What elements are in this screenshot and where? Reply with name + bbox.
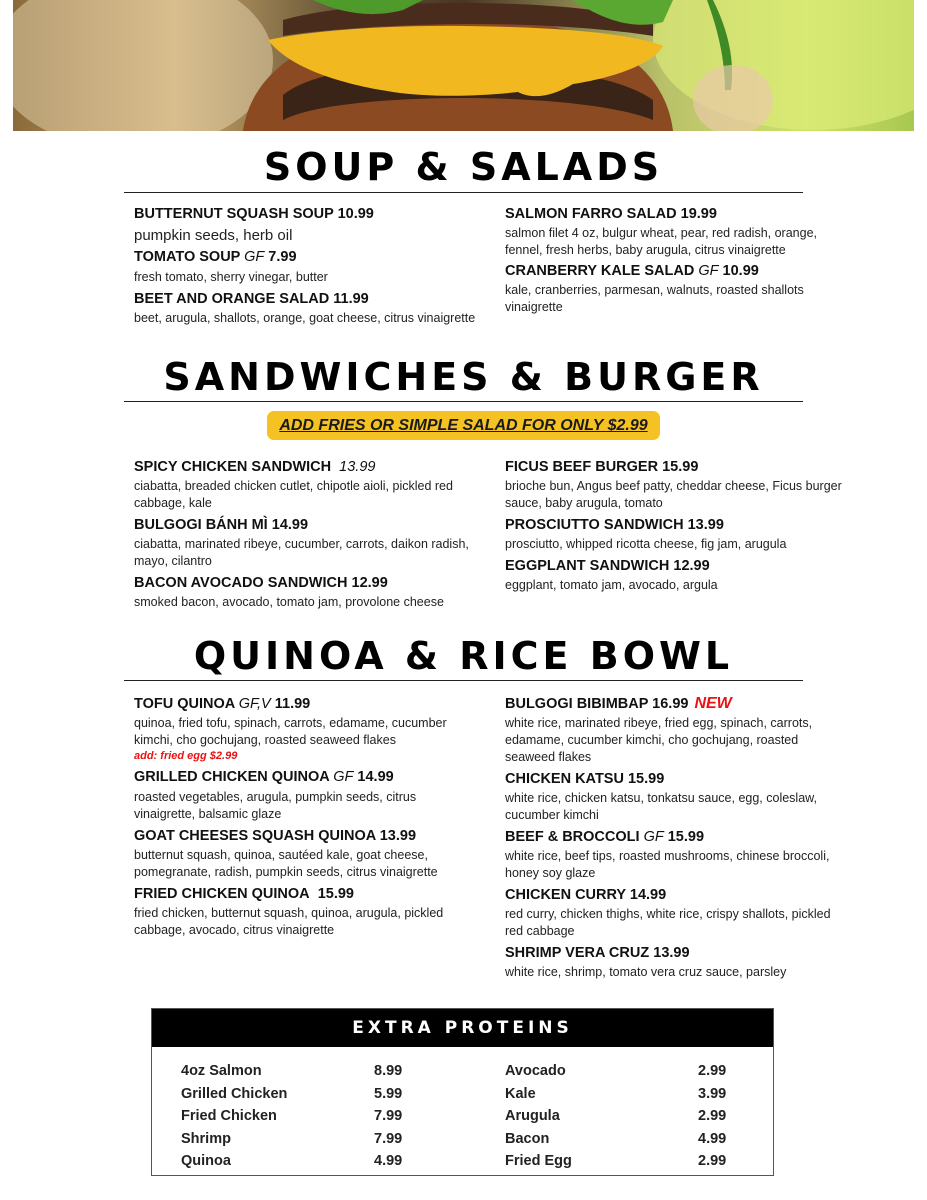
item-description: roasted vegetables, arugula, pumpkin seeds, citrus vinaigrette, balsamic glaze [134,790,417,821]
item-name: GOAT CHEESES SQUASH QUINOA [134,828,376,844]
item-price: 13.99 [687,517,724,533]
menu-item [505,770,850,824]
protein-price: 4.99 [374,1153,403,1170]
item-price: 13.99 [339,459,376,475]
burger-photo-icon [13,0,914,131]
item-price: 10.99 [722,263,759,279]
protein-row [181,1108,421,1131]
item-dietary-tag: GF [643,829,664,845]
item-description: ciabatta, breaded chicken cutlet, chipotle aioli, pickled red cabbage, kale [134,479,453,510]
item-price: 14.99 [271,517,309,533]
item-description: fried chicken, butternut squash, quinoa, arugula, pickled cabbage, avocado, citrus vinaigrette [134,906,444,937]
item-name: GRILLED CHICKEN QUINOA [134,769,330,785]
item-description: red curry, chicken thighs, white rice, crispy shallots, pickled red cabbage [505,907,831,938]
protein-name: Avocado [505,1063,566,1079]
protein-name: Shrimp [181,1130,231,1147]
menu-item [134,248,479,286]
section-title-soup-salads: SOUP & SALADS [263,145,664,189]
protein-price: 2.99 [698,1063,727,1079]
protein-row [505,1108,745,1131]
item-dietary-tag: GF [333,769,354,785]
bowls-left-column [134,695,479,939]
item-name: BEEF & BROCCOLI [505,829,640,845]
menu-item [134,205,479,245]
menu-item [505,205,850,259]
item-name: FRIED CHICKEN QUINOA [134,886,310,902]
item-name: SHRIMP VERA CRUZ [505,945,650,961]
protein-price: 3.99 [698,1085,727,1102]
hero-burger-photo [13,0,914,131]
extra-proteins-left-list [181,1063,421,1176]
protein-price: 2.99 [698,1108,727,1125]
protein-row [505,1086,745,1109]
item-name: FICUS BEEF BURGER [505,459,659,475]
protein-price: 8.99 [374,1063,403,1079]
item-name: BULGOGI BIBIMBAP [505,696,649,712]
protein-row [181,1086,421,1109]
item-name: EGGPLANT SANDWICH [505,558,670,574]
sandwiches-right-column [505,458,850,594]
item-price: 14.99 [629,887,667,903]
protein-price: 7.99 [374,1108,403,1125]
protein-price: 5.99 [374,1085,403,1102]
sandwiches-left-column [134,458,479,611]
section-divider [124,192,803,193]
item-description: white rice, chicken katsu, tonkatsu sauce, egg, coleslaw, cucumber kimchi [505,791,817,822]
menu-item [134,516,479,570]
protein-name: Fried Egg [505,1153,572,1170]
item-price: 7.99 [268,249,297,265]
item-name: CHICKEN CURRY [505,887,626,903]
menu-item [505,458,850,512]
menu-item [134,574,479,611]
extra-proteins-box [151,1008,774,1176]
menu-item [505,516,850,553]
item-price: 19.99 [680,206,717,222]
item-name: BUTTERNUT SQUASH SOUP [134,206,334,222]
item-dietary-tag: GF,V [238,696,271,712]
protein-name: Kale [505,1085,536,1102]
item-name: PROSCIUTTO SANDWICH [505,517,684,533]
item-price: 10.99 [337,206,374,222]
item-name: SALMON FARRO SALAD [505,206,677,222]
protein-row [181,1131,421,1154]
item-description: smoked bacon, avocado, tomato jam, provolone cheese [134,595,444,609]
item-price: 11.99 [333,291,369,307]
item-name: TOFU QUINOA [134,696,235,712]
item-price: 12.99 [351,575,388,591]
item-name: BULGOGI BÁNH MÌ [134,517,268,533]
protein-price: 2.99 [698,1153,727,1170]
item-price: 14.99 [357,769,394,785]
item-name: BEET AND ORANGE SALAD [134,291,330,307]
menu-item [134,695,479,764]
new-badge: NEW [694,695,732,712]
item-dietary-tag: GF [244,249,265,265]
protein-name: Fried Chicken [181,1108,277,1125]
section-divider [124,680,803,681]
menu-item [505,886,850,940]
protein-name: Grilled Chicken [181,1085,288,1102]
protein-name: Bacon [505,1130,550,1147]
item-description: ciabatta, marinated ribeye, cucumber, carrots, daikon radish, mayo, cilantro [134,537,469,568]
menu-item [505,944,850,981]
item-price: 15.99 [317,886,354,902]
item-price: 13.99 [379,828,417,844]
soup-right-column [505,205,850,316]
item-price: 15.99 [662,459,699,475]
item-price: 16.99 [652,696,689,712]
item-price: 13.99 [653,945,690,961]
item-description: quinoa, fried tofu, spinach, carrots, edamame, cucumber kimchi, cho gochujang, roasted seaweed flakes [134,716,447,747]
item-price: 15.99 [627,771,665,787]
item-description: white rice, marinated ribeye, fried egg, spinach, carrots, edamame, cucumber kimchi, cho gochujang, roasted seaweed flakes [505,716,813,764]
item-price: 15.99 [667,829,705,845]
protein-row [505,1131,745,1154]
item-description: kale, cranberries, parmesan, walnuts, roasted shallots vinaigrette [505,283,804,314]
item-description: brioche bun, Angus beef patty, cheddar cheese, Ficus burger sauce, baby arugula, tomato [505,479,842,510]
item-name: TOMATO SOUP [134,249,241,265]
soup-left-column [134,205,479,327]
item-name: BACON AVOCADO SANDWICH [134,575,348,591]
menu-item [134,885,479,939]
protein-row [505,1063,745,1086]
item-description: white rice, beef tips, roasted mushrooms, chinese broccoli, honey soy glaze [505,849,830,880]
item-dietary-tag: GF [698,263,719,279]
menu-item [134,290,479,327]
protein-name: Quinoa [181,1153,231,1170]
section-title-sandwiches-burger: SANDWICHES & BURGER [163,355,764,399]
protein-name: 4oz Salmon [181,1063,262,1079]
protein-name: Arugula [505,1108,560,1125]
menu-item [505,557,850,594]
item-addon-note: add: fried egg $2.99 [134,750,238,762]
protein-row [181,1063,421,1086]
extra-proteins-right-list [505,1063,745,1176]
menu-item [505,828,850,882]
menu-item [134,768,479,823]
menu-item [505,695,850,766]
bowls-right-column [505,695,850,981]
item-description: fresh tomato, sherry vinegar, butter [134,270,328,284]
section-title-quinoa-rice-bowl: QUINOA & RICE BOWL [193,634,734,678]
menu-item [505,262,850,316]
item-name: SPICY CHICKEN SANDWICH [134,459,332,475]
item-description: eggplant, tomato jam, avocado, argula [505,578,718,592]
promo-add-fries-banner: ADD FRIES OR SIMPLE SALAD FOR ONLY $2.99 [267,411,660,440]
protein-row [181,1153,421,1176]
protein-price: 4.99 [698,1130,727,1147]
item-name: CRANBERRY KALE SALAD [505,263,695,279]
protein-row [505,1153,745,1176]
item-description: prosciutto, whipped ricotta cheese, fig jam, arugula [505,537,787,551]
section-divider [124,401,803,402]
item-description: salmon filet 4 oz, bulgur wheat, pear, red radish, orange, fennel, fresh herbs, baby arugula, citrus vinaigrette [505,226,817,257]
menu-item [134,827,479,881]
protein-price: 7.99 [374,1130,403,1147]
item-description: pumpkin seeds, herb oil [134,227,293,244]
item-price: 11.99 [274,696,311,712]
item-description: beet, arugula, shallots, orange, goat cheese, citrus vinaigrette [134,311,476,325]
item-description: white rice, shrimp, tomato vera cruz sauce, parsley [505,965,787,979]
extra-proteins-title: EXTRA PROTEINS [152,1009,773,1047]
item-name: CHICKEN KATSU [505,771,624,787]
menu-item [134,458,479,512]
item-description: butternut squash, quinoa, sautéed kale, goat cheese, pomegranate, radish, pumpkin seeds, citrus vinaigrette [134,848,438,879]
item-price: 12.99 [673,558,710,574]
